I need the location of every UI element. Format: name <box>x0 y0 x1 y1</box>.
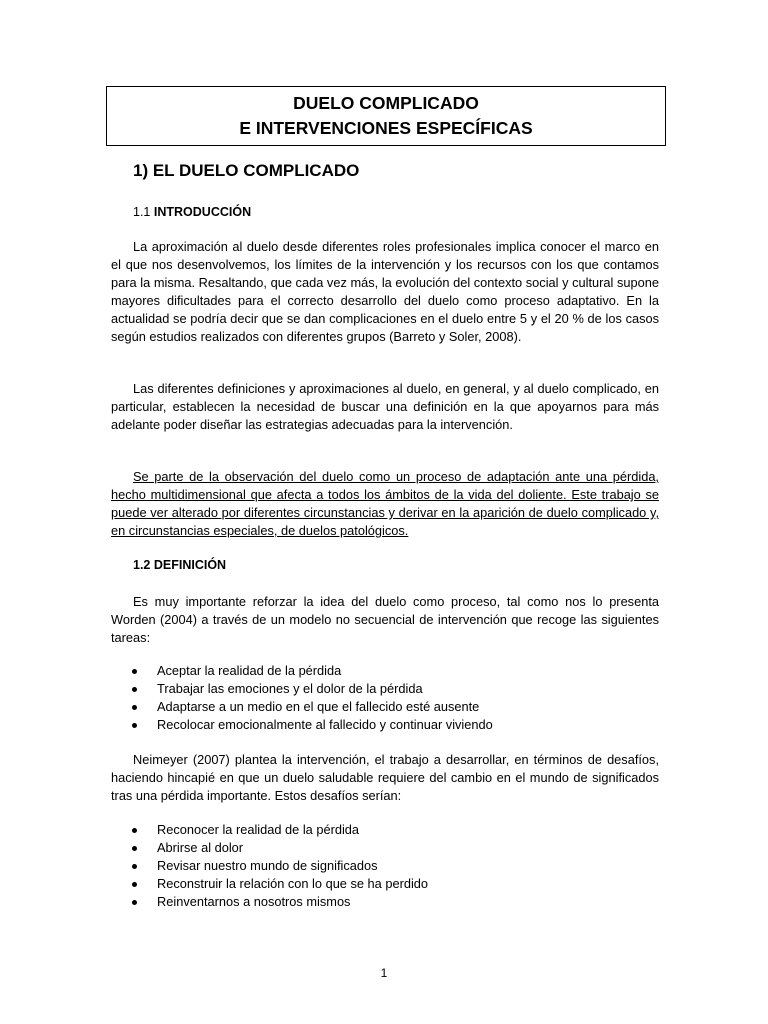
bullet-icon <box>132 900 137 905</box>
list-item: Adaptarse a un medio en el que el fallecido esté ausente <box>130 698 493 716</box>
bullet-icon <box>132 723 137 728</box>
section-heading-1: 1) EL DUELO COMPLICADO <box>133 161 360 180</box>
bullet-icon <box>132 864 137 869</box>
title-box <box>106 86 666 146</box>
task-list <box>130 662 493 734</box>
subsection-number: 1.1 <box>133 205 151 219</box>
subsection-heading-definition <box>133 558 226 572</box>
list-item: Trabajar las emociones y el dolor de la pérdida <box>130 680 493 698</box>
bullet-icon <box>132 882 137 887</box>
paragraph-intro-3-underlined: Se parte de la observación del duelo como un proceso de adaptación ante una pérdida, hecho multidimensional que afecta a todos los ámbitos de la vida del doliente. Este trabajo se puede ver alterado por diferentes circunstancias y derivar en la aparición de duelo complicado y, en circunstancias especiales, de duelos patológicos. <box>111 469 659 538</box>
bullet-icon <box>132 705 137 710</box>
list-item: Revisar nuestro mundo de significados <box>130 857 428 875</box>
title-line-2: E INTERVENCIONES ESPECÍFICAS <box>239 118 533 138</box>
paragraph-definition-1: Es muy importante reforzar la idea del duelo como proceso, tal como nos lo presenta Worden (2004) a través de un modelo no secuencial de intervención que recoge las siguientes tareas: <box>111 594 659 645</box>
title-line-1: DUELO COMPLICADO <box>293 93 479 113</box>
bullet-icon <box>132 687 137 692</box>
list-item: Reconstruir la relación con lo que se ha perdido <box>130 875 428 893</box>
subsection-heading-intro <box>133 205 251 219</box>
subsection-title: 1.2 DEFINICIÓN <box>133 558 227 572</box>
bullet-icon <box>132 669 137 674</box>
bullet-icon <box>132 846 137 851</box>
challenge-list <box>130 821 428 911</box>
paragraph-intro-1: La aproximación al duelo desde diferentes roles profesionales implica conocer el marco en el que nos desenvolvemos, los límites de la intervención y los recursos con los que contamos para la misma. Resaltando, que cada vez más, la evolución del contexto social y cultural supone mayores dificultades para el correcto desarrollo del duelo como proceso adaptativo. En la actualidad se podría decir que se dan complicaciones en el duelo entre 5 y el 20 % de los casos según estudios realizados con diferentes grupos (Barreto y Soler, 2008). <box>111 239 659 344</box>
list-item: Abrirse al dolor <box>130 839 428 857</box>
list-item: Aceptar la realidad de la pérdida <box>130 662 493 680</box>
list-item: Reconocer la realidad de la pérdida <box>130 821 428 839</box>
paragraph-definition-2: Neimeyer (2007) plantea la intervención, el trabajo a desarrollar, en términos de desafíos, haciendo hincapié en que un duelo saludable requiere del cambio en el mundo de significados tras una pérdida importante. Estos desafíos serían: <box>111 752 659 803</box>
subsection-title: INTRODUCCIÓN <box>153 205 252 219</box>
paragraph-intro-2: Las diferentes definiciones y aproximaciones al duelo, en general, y al duelo complicado, en particular, establecen la necesidad de buscar una definición en la que apoyarnos para más adelante poder diseñar las estrategias adecuadas para la intervención. <box>111 381 659 432</box>
page-number: 1 <box>380 966 388 980</box>
list-item: Reinventarnos a nosotros mismos <box>130 893 428 911</box>
bullet-icon <box>132 828 137 833</box>
list-item: Recolocar emocionalmente al fallecido y continuar viviendo <box>130 716 493 734</box>
